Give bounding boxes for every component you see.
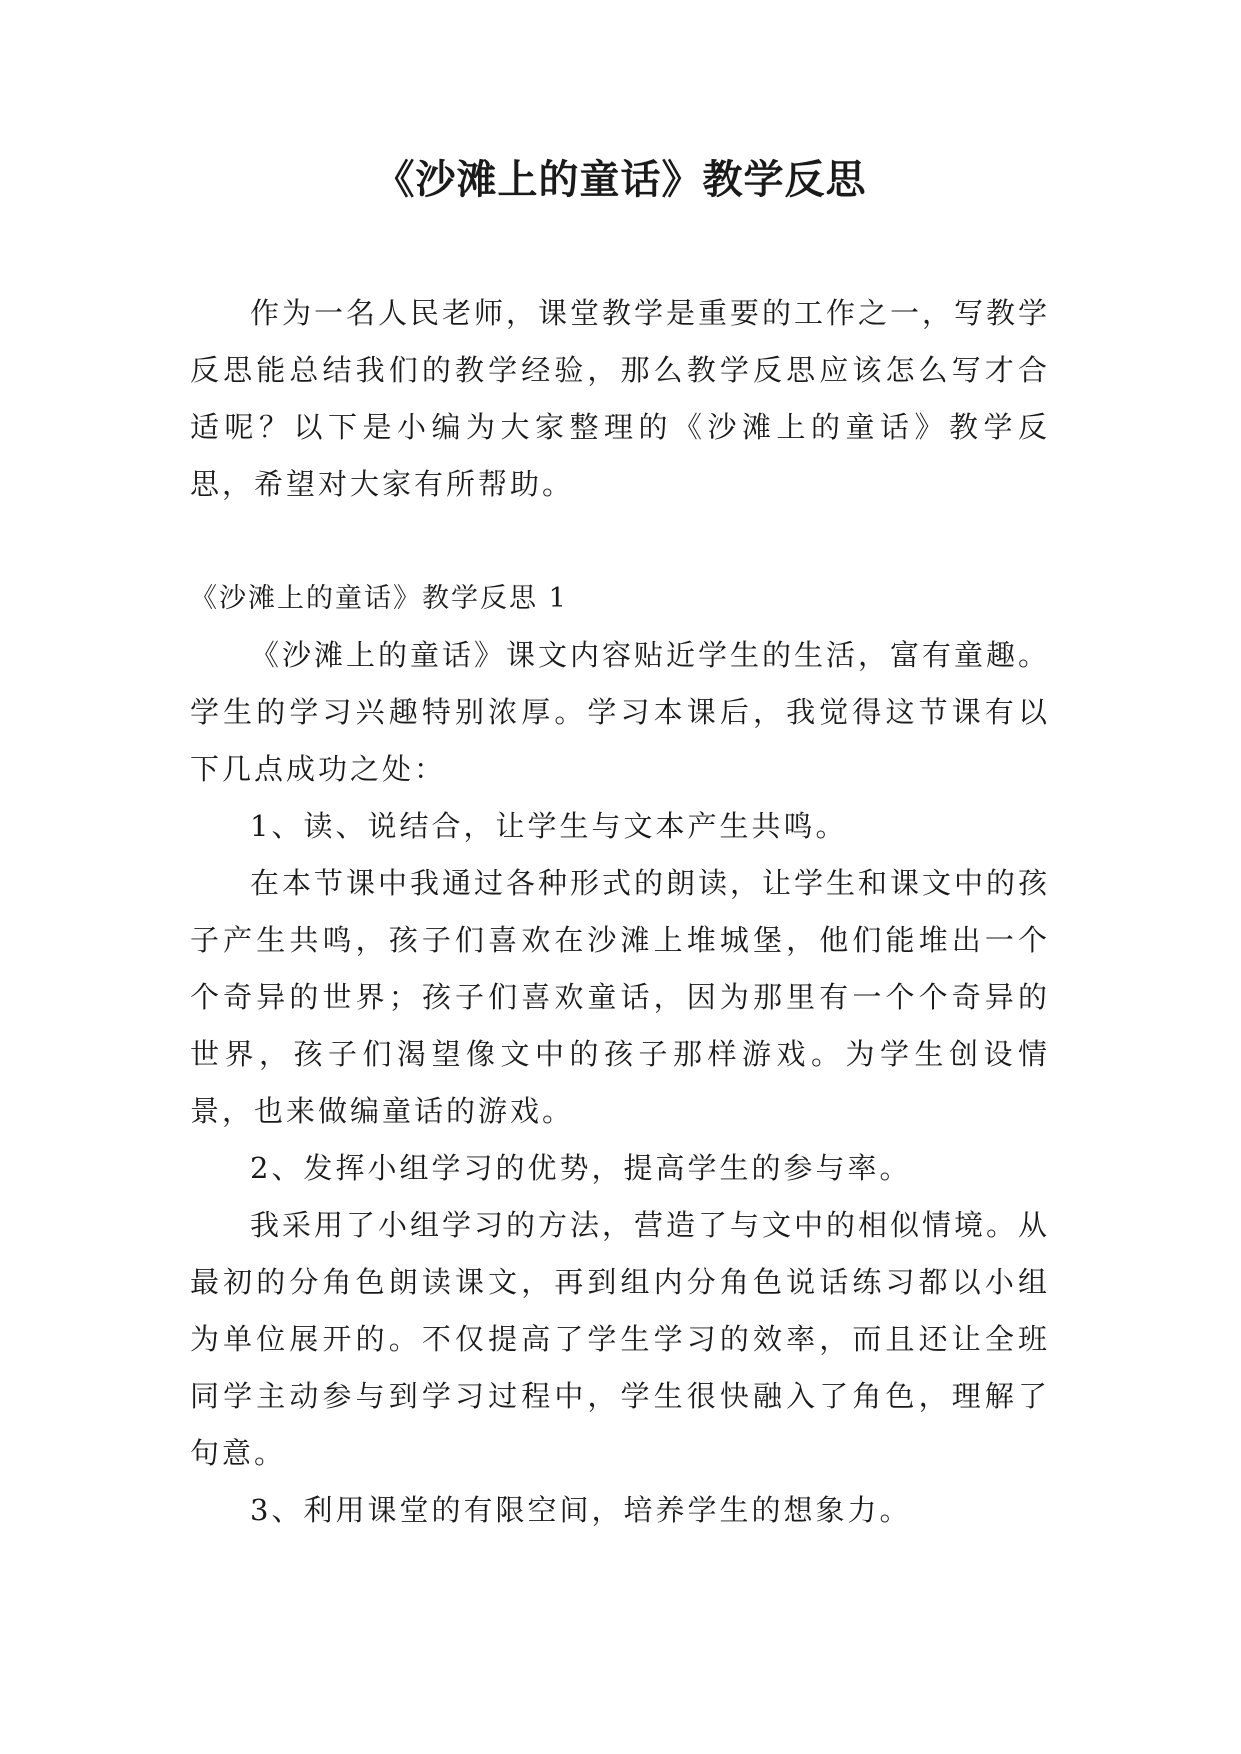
intro-paragraph: 作为一名人民老师，课堂教学是重要的工作之一，写教学反思能总结我们的教学经验，那么教学反思应该怎么写才合适呢？以下是小编为大家整理的《沙滩上的童话》教学反思，希望对大家有所帮助。 [190,296,1051,501]
body-paragraph: 在本节课中我通过各种形式的朗读，让学生和课文中的孩子产生共鸣，孩子们喜欢在沙滩上堆城堡，他们能堆出一个个奇异的世界；孩子们喜欢童话，因为那里有一个个奇异的世界，孩子们渴望像文中的孩子那样游戏。为学生创设情景，也来做编童话的游戏。 [190,866,1051,1128]
body-paragraph: 《沙滩上的童话》课文内容贴近学生的生活，富有童趣。学生的学习兴趣特别浓厚。学习本课后，我觉得这节课有以下几点成功之处： [190,638,1051,786]
document-title: 《沙滩上的童话》教学反思 [374,157,867,203]
section-heading: 《沙滩上的童话》教学反思 1 [190,583,568,614]
spacer [190,513,1050,570]
point-heading: 3、利用课堂的有限空间，培养学生的想象力。 [250,1493,912,1527]
point-heading: 2、发挥小组学习的优势，提高学生的参与率。 [250,1151,912,1185]
document-body [190,285,1050,1539]
point-heading: 1、读、说结合，让学生与文本产生共鸣。 [250,809,848,843]
body-paragraph: 我采用了小组学习的方法，营造了与文中的相似情境。从最初的分角色朗读课文，再到组内分角色说话练习都以小组为单位展开的。不仅提高了学生学习的效率，而且还让全班同学主动参与到学习过程中，学生很快融入了角色，理解了句意。 [190,1208,1051,1470]
